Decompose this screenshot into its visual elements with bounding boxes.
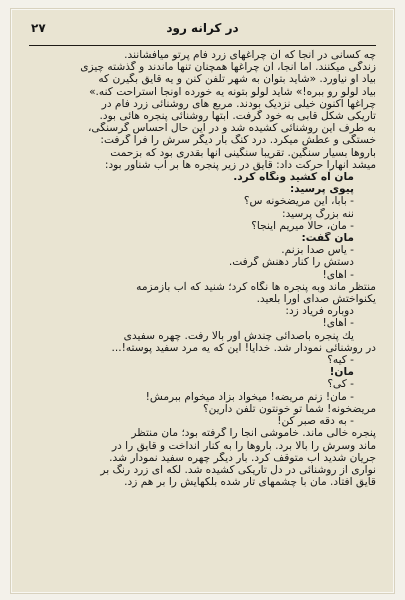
text-line: دستش را کنار دهنش گرفت. <box>228 256 354 269</box>
running-title: در کرانه رود <box>166 21 239 35</box>
text-line: یکنواختش صدای اورا بلعید. <box>256 293 376 306</box>
dialogue-line: - مان، حالا میریم اینجا؟ <box>251 219 354 232</box>
text-line: خستگی و عطش میکرد. درد کنگ بار دیگر سرش را فرا گرفت: <box>100 134 376 147</box>
text-line: جریان شدید آب متوقف کرد. بار دیگر چهره سفید نمودار شد. <box>109 451 376 464</box>
text-line: دوباره فریاد زد: <box>285 305 354 318</box>
dialogue-line: مریضخونه! شما تو خونتون تلفن دارین؟ <box>202 402 376 415</box>
text-line: نواری از روشنائی در دل تاریکی کشیده شد. لکه ای زرد رنگ بر <box>100 463 376 476</box>
book-page <box>10 8 395 594</box>
text-line: ماند وسرش را بالا برد. باروها را به کنار انداخت و قایق را در <box>111 439 376 452</box>
dialogue-line: - بابا، این مریضخونه س؟ <box>243 195 354 208</box>
page-header <box>29 21 376 46</box>
text-line: مان گفت: <box>301 232 354 245</box>
text-line: چه کسانی در آنجا که آن چراغهای زرد فام پرتو میافشانند. <box>124 49 376 61</box>
dialogue-line: - یاس صدا بزنم. <box>281 244 354 257</box>
text-line: ننه بزرگ پرسید: <box>282 207 354 220</box>
text-line: قایق افتاد. مان با چشمهای تار شده بلکهایش را بر هم زد. <box>124 476 376 489</box>
text-body <box>29 49 376 583</box>
text-line: پنجره خالی ماند. خاموشی آنجا را گرفته بود؛ مان منتظر <box>131 427 376 440</box>
text-line: بیاد لولو رو ببره!» شاید لولو بتونه یه خورده اونجا استراحت کنه.» <box>89 85 376 98</box>
text-line: زندگی میکنند. اما آنجا، آن چراغها همچنان تنها ماندند و گذشته چیزی <box>80 61 376 74</box>
dialogue-line: - آهای! <box>322 268 354 281</box>
dialogue-line: مان! <box>329 366 354 379</box>
text-line: یك پنجره باصدائی چندش آور بالا رفت. چهره سفیدی <box>123 329 354 342</box>
dialogue-line: - مان! زنم مریضه! میخواد بزاد میخوام ببرمش! <box>145 390 354 403</box>
text-line: بیاد او نیاورد. «شاید بتوان به شهر تلفن کنن و یه قایق بگیرن که <box>98 73 376 86</box>
dialogue-line: - کی؟ <box>327 378 354 391</box>
text-line: میشد آنهارا حرکت داد: قایق در زیر پنجره ها بر آب شناور بود: <box>104 158 376 171</box>
text-line: پیوی پرسید: <box>289 183 354 196</box>
page-number: ۲۷ <box>31 21 46 35</box>
text-line: مان آه کشید ونگاه کرد. <box>233 171 354 184</box>
text-line: باروها بسیار سنگین. تقریباً سنگینی آنها بقدری بود که بزحمت <box>110 146 376 159</box>
text-line: منتظر ماند وبه پنجره ها نگاه کرد؛ شنید که آب بازمزمه <box>136 280 376 293</box>
dialogue-line: - کیه؟ <box>327 354 354 367</box>
text-line: چراغها اکنون خیلی نزدیک بودند. مربع های روشنائی زرد فام در <box>101 97 376 110</box>
dialogue-line: - به دقه صبر کن! <box>277 415 354 428</box>
dialogue-line: - آهای! <box>322 317 354 330</box>
text-line: در روشنائی نمودار شد. خدایا! این که یه مرد سفید پوسته!... <box>111 341 376 354</box>
text-line: تاریکی شکل قابی به خود گرفت. ابتها روشنائی پنجره هائی بود. <box>99 110 376 123</box>
text-line: به طرف این روشنائی کشیده شد و در این حال احساس گرسنگی، <box>88 122 376 135</box>
